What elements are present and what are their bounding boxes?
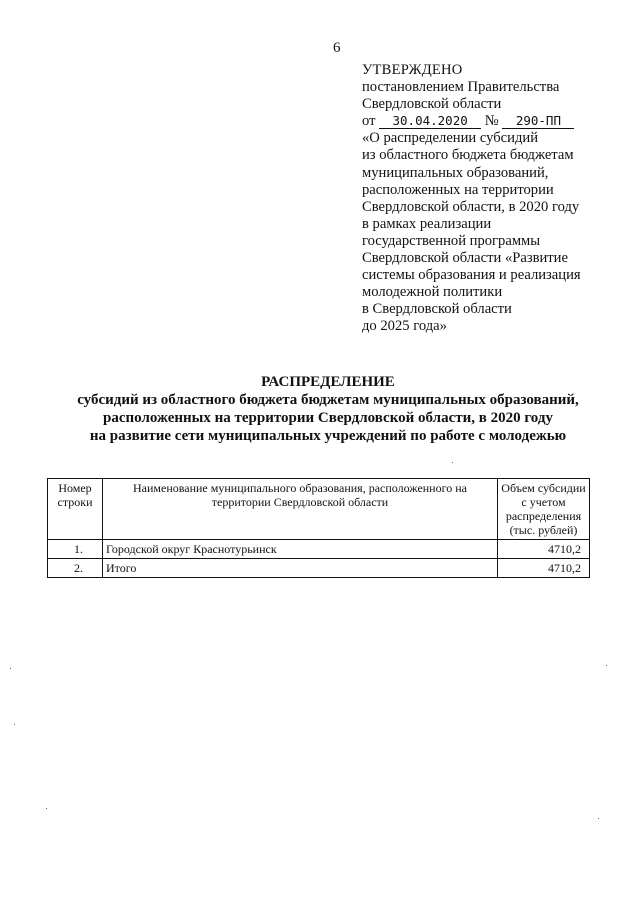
scan-speck <box>46 808 47 809</box>
row-volume: 4710,2 <box>498 559 590 578</box>
subject-line: до 2025 года» <box>362 318 447 335</box>
document-heading: РАСПРЕДЕЛЕНИЕ <box>261 374 395 390</box>
approval-number: 290-ПП <box>502 114 574 129</box>
date-prefix: от <box>362 113 376 130</box>
subject-line: расположенных на территории <box>362 181 554 198</box>
scan-speck <box>598 818 599 819</box>
row-number: 2. <box>48 559 103 578</box>
approval-title: УТВЕРЖДЕНО <box>362 62 463 78</box>
subject-line: в рамках реализации <box>362 215 492 232</box>
subject-line: «О распределении субсидий <box>362 130 539 147</box>
scan-speck <box>452 462 453 463</box>
approval-line-2: Свердловской области <box>362 96 502 113</box>
subtitle-line: субсидий из областного бюджета бюджетам муниципальных образований, <box>77 392 579 408</box>
subject-line: в Свердловской области <box>362 301 512 318</box>
subject-line: муниципальных образований, <box>362 164 549 181</box>
subject-line: системы образования и реализация <box>362 267 581 284</box>
number-prefix: № <box>484 113 499 130</box>
document-subtitle <box>40 391 616 445</box>
row-municipality: Итого <box>103 559 498 578</box>
header-row-number: Номер строки <box>48 479 103 540</box>
distribution-table <box>47 478 590 578</box>
subject-line: государственной программы <box>362 232 541 249</box>
scan-speck <box>10 668 11 669</box>
row-municipality: Городской округ Краснотурьинск <box>103 540 498 559</box>
subject-line: Свердловской области «Развитие <box>362 250 568 267</box>
header-subsidy-volume: Объем субсидии с учетом распределения (тыс. рублей) <box>498 479 590 540</box>
scan-speck <box>14 724 15 725</box>
subtitle-line: расположенных на территории Свердловской области, в 2020 году <box>103 410 553 426</box>
subject-line: молодежной политики <box>362 284 503 301</box>
row-volume: 4710,2 <box>498 540 590 559</box>
subtitle-line: на развитие сети муниципальных учреждений по работе с молодежью <box>89 428 567 444</box>
row-number: 1. <box>48 540 103 559</box>
page-number: 6 <box>333 40 341 56</box>
table-row <box>48 559 590 578</box>
scan-speck <box>606 665 607 666</box>
table-header-row <box>48 479 590 540</box>
approval-date-line <box>362 113 622 130</box>
subject-line: из областного бюджета бюджетам <box>362 147 574 164</box>
approval-block <box>362 62 622 336</box>
subject-line: Свердловской области, в 2020 году <box>362 198 580 215</box>
header-municipality: Наименование муниципального образования, расположенного на территории Свердловской области <box>103 479 498 540</box>
table-row <box>48 540 590 559</box>
approval-line-1: постановлением Правительства <box>362 79 560 96</box>
approval-date: 30.04.2020 <box>379 114 481 129</box>
